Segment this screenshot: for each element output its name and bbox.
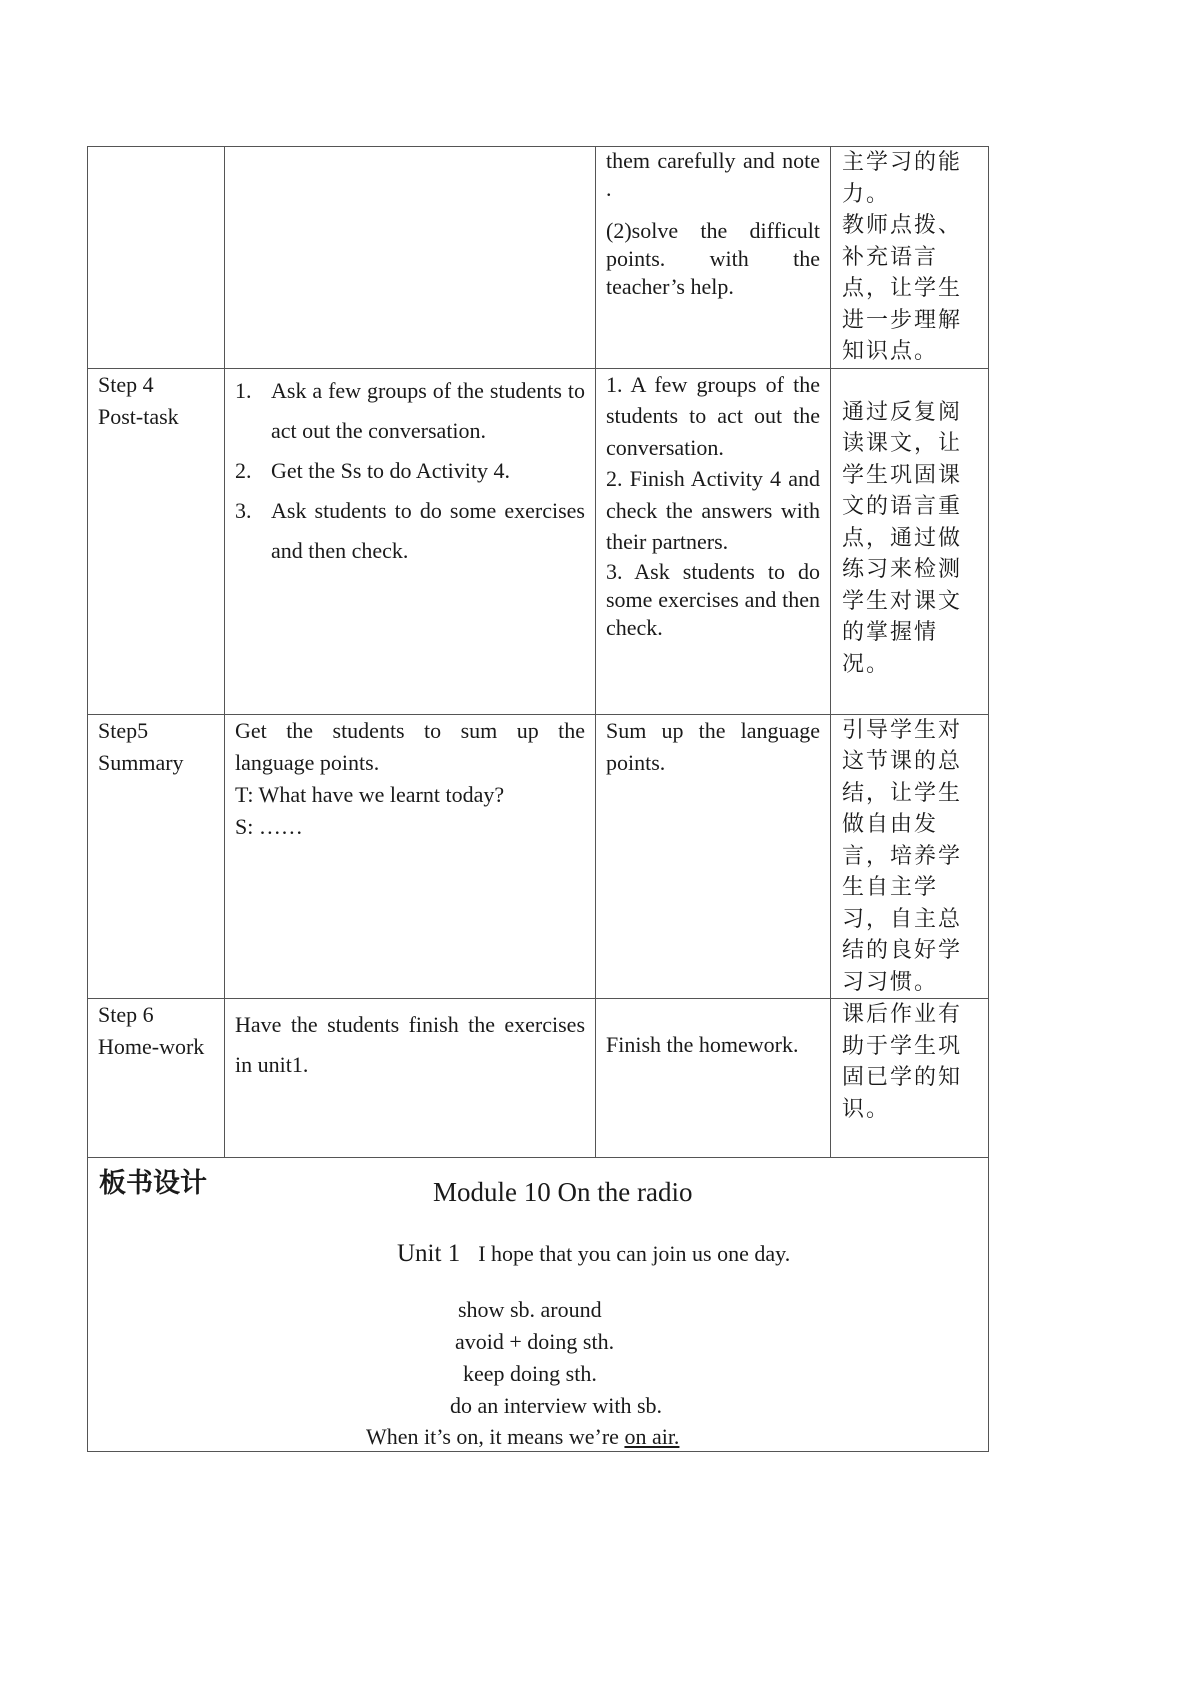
lesson-plan-table: [87, 146, 989, 1452]
table-row: [88, 368, 989, 714]
purpose-cell: [831, 368, 989, 714]
step-cell: [88, 999, 225, 1158]
module-title: Module 10 On the radio: [433, 1177, 693, 1207]
purpose-text: 引导学生对这节课的总结，让学生做自由发言，培养学生自主学习，自主总结的良好学习习惯。: [842, 717, 963, 995]
board-point: show sb. around: [458, 1297, 602, 1322]
student-activity-cell: [596, 368, 831, 714]
board-design-cell: [88, 1158, 989, 1452]
unit-title: [397, 1238, 790, 1270]
step-cell: [88, 368, 225, 714]
board-point: avoid + doing sth.: [455, 1329, 615, 1354]
board-point: do an interview with sb.: [450, 1393, 663, 1418]
purpose-cell: [831, 999, 989, 1158]
purpose-cell: [831, 714, 989, 999]
student-text: them carefully and note .: [606, 148, 820, 201]
step-label: Step5: [98, 717, 149, 743]
student-text: Finish the homework.: [606, 1032, 799, 1057]
purpose-text: 教师点拨、补充语言点，让学生进一步理解知识点。: [842, 213, 963, 364]
student-text: 3. Ask students to do some exercises and then check.: [606, 558, 820, 640]
unit-sentence: I hope that you can join us one day.: [478, 1241, 791, 1266]
board-last-line-text: When it’s on, it means we’re: [366, 1424, 625, 1449]
teacher-text: S: ……: [235, 813, 303, 839]
underlined-term: on air.: [624, 1424, 680, 1449]
purpose-text: 课后作业有助于学生巩固已学的知识。: [842, 1002, 963, 1122]
step-name: Post-task: [98, 403, 179, 429]
purpose-cell: [831, 147, 989, 369]
teacher-text: Get the students to sum up the language points.: [235, 717, 585, 775]
purpose-text: 主学习的能力。: [842, 150, 963, 207]
table-row: [88, 1158, 989, 1452]
student-text: 2. Finish Activity 4 and check the answers with their partners.: [606, 466, 820, 554]
teacher-text: T: What have we learnt today?: [235, 781, 505, 807]
table-row: [88, 147, 989, 369]
student-activity-cell: [596, 714, 831, 999]
step-label: Step 6: [98, 1002, 154, 1027]
table-row: [88, 999, 989, 1158]
board-design: [88, 1158, 988, 1451]
step-label: Step 4: [98, 371, 154, 397]
list-item: 2. Get the Ss to do Activity 4.: [235, 457, 510, 483]
teacher-activity-cell: [225, 368, 596, 714]
teacher-text: Have the students finish the exercises in unit1.: [235, 1012, 585, 1077]
teacher-activity-cell: [225, 147, 596, 369]
student-activity-cell: [596, 999, 831, 1158]
unit-label: Unit 1: [397, 1240, 461, 1267]
teacher-activity-cell: [225, 999, 596, 1158]
list-item: 1. Ask a few groups of the students to act out the conversation.: [235, 377, 585, 443]
list-item: 3. Ask students to do some exercises and then check.: [235, 497, 585, 563]
purpose-text: 通过反复阅读课文，让学生巩固课文的语言重点，通过做练习来检测学生对课文的掌握情况。: [842, 399, 963, 677]
step-name: Summary: [98, 749, 184, 775]
student-text: Sum up the language points.: [606, 717, 820, 775]
student-text: (2)solve the difficult points. with the teacher’s help.: [606, 218, 820, 299]
step-name: Home-work: [98, 1034, 205, 1059]
step-cell: [88, 147, 225, 369]
board-point: keep doing sth.: [463, 1361, 597, 1386]
step-cell: [88, 714, 225, 999]
teacher-activity-cell: [225, 714, 596, 999]
student-text: 1. A few groups of the students to act out the conversation.: [606, 371, 820, 460]
student-activity-cell: [596, 147, 831, 369]
table-row: [88, 714, 989, 999]
board-title: 板书设计: [99, 1168, 207, 1199]
board-last-line: [366, 1421, 679, 1453]
